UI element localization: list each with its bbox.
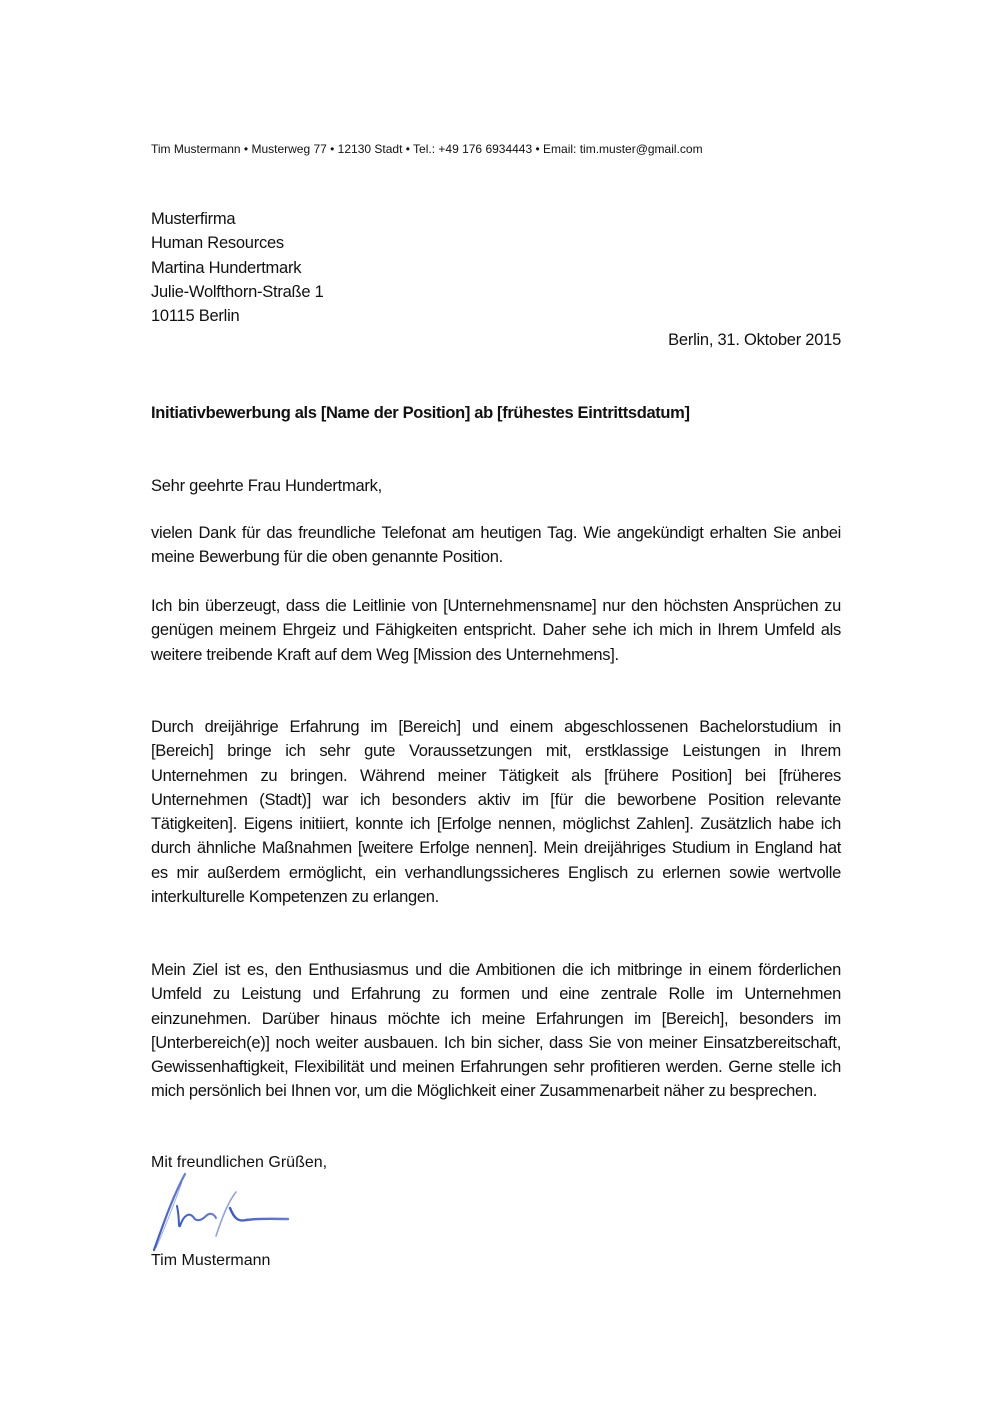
signature-icon [150, 1168, 295, 1253]
letter-subject: Initiativbewerbung als [Name der Position] ab [frühestes Eintrittsdatum] [151, 404, 690, 422]
body-paragraph: Mein Ziel ist es, den Enthusiasmus und die Ambitionen die ich mitbringe in einem förderlichen Umfeld zu Leistung und Erfahrung zu formen und eine zentrale Rolle im Unternehmen einzunehmen. Darüber hinaus möchte ich meine Erfahrungen im [Bereich], besonders im [Unterbereich(e)] noch weiter ausbauen. Ich bin sicher, dass Sie von meiner Einsatzbereitschaft, Gewissenhaftigkeit, Flexibilität und meinen Erfahrungen sehr profitieren werden. Gerne stelle ich mich persönlich bei Ihnen vor, um die Möglichkeit einer Zusammenarbeit näher zu besprechen. [151, 961, 841, 1101]
closing-phrase: Mit freundlichen Grüßen, [151, 1154, 328, 1171]
recipient-contact: Martina Hundertmark [151, 258, 302, 277]
body-paragraph: Ich bin überzeugt, dass die Leitlinie von [Unternehmensname] nur den höchsten Ansprüchen zu genügen meinem Ehrgeiz und Fähigkeiten entspricht. Daher sehe ich mich in Ihrem Umfeld als weitere treibende Kraft auf dem Weg [Mission des Unternehmens]. [151, 597, 841, 664]
recipient-address-block [151, 207, 324, 328]
recipient-department: Human Resources [151, 234, 284, 253]
body-paragraph: Durch dreijährige Erfahrung im [Bereich] und einem abgeschlossenen Bachelorstudium in [Bereich] bringe ich sehr gute Voraussetzungen mit, erstklassige Leistungen in Ihrem Unternehmen zu bringen. Während meiner Tätigkeit als [frühere Position] bei [früheres Unternehmen (Stadt)] war ich besonders aktiv im [für die beworbene Position relevante Tätigkeiten]. Eigens initiiert, konnte ich [Erfolge nennen, möglichst Zahlen]. Zusätzlich habe ich durch ähnliche Maßnahmen [weitere Erfolge nennen]. Mein dreijähriges Studium in England hat es mir außerdem ermöglicht, ein verhandlungssicheres Englisch zu erlernen sowie wertvolle interkulturelle Kompetenzen zu erlangen. [151, 718, 841, 907]
recipient-city: 10115 Berlin [151, 307, 240, 326]
sender-address-line: Tim Mustermann • Musterweg 77 • 12130 Stadt • Tel.: +49 176 6934443 • Email: tim.muster@gmail.com [151, 142, 703, 156]
body-paragraph: vielen Dank für das freundliche Telefonat am heutigen Tag. Wie angekündigt erhalten Sie anbei meine Bewerbung für die oben genannte Position. [151, 524, 841, 567]
letter-date: Berlin, 31. Oktober 2015 [668, 331, 841, 349]
salutation: Sehr geehrte Frau Hundertmark, [151, 477, 382, 495]
recipient-street: Julie-Wolfthorn-Straße 1 [151, 282, 324, 301]
recipient-company: Musterfirma [151, 210, 236, 228]
signer-name: Tim Mustermann [151, 1252, 271, 1269]
